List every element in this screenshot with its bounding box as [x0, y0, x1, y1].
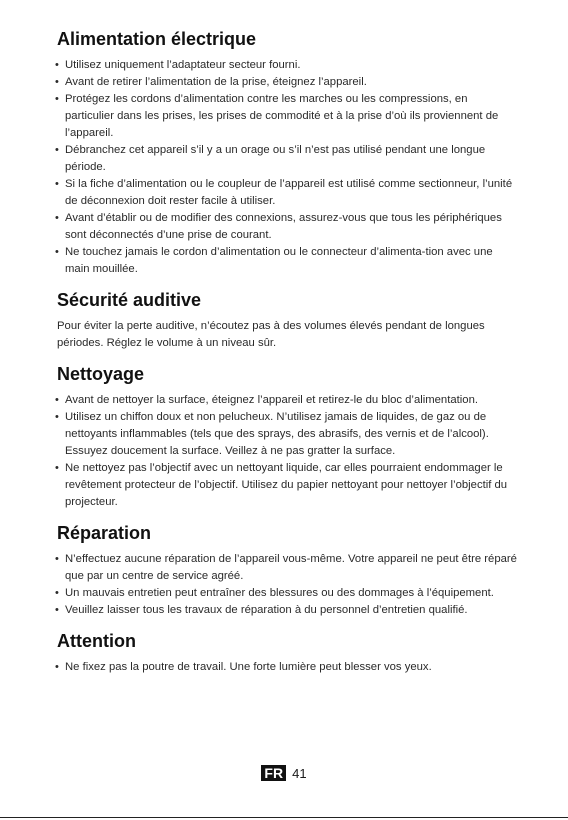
page-number: 41 — [292, 765, 307, 781]
list-item — [57, 74, 517, 91]
bullet-icon: • — [55, 462, 59, 474]
list-item — [57, 460, 517, 511]
document-body — [57, 28, 517, 687]
bullet-icon: • — [55, 411, 59, 423]
section-heading: Alimentation électrique — [57, 29, 257, 49]
list-item — [57, 210, 517, 244]
list-item — [57, 91, 517, 142]
bullet-icon: • — [55, 661, 59, 673]
list-item-text: Si la fiche d’alimentation ou le coupleur de l’appareil est utilisé comme sectionneur, l’unité de déconnexion doit rester facile à utiliser. — [65, 178, 513, 207]
section-heading: Réparation — [57, 523, 152, 543]
list-item-text: Veuillez laisser tous les travaux de réparation à du personnel d’entretien qualifié. — [65, 604, 468, 616]
bullet-list — [57, 392, 517, 511]
bullet-icon: • — [55, 246, 59, 258]
section-power-supply — [57, 28, 517, 278]
bullet-icon: • — [55, 587, 59, 599]
section-heading: Attention — [57, 631, 136, 651]
list-item — [57, 57, 517, 74]
bullet-list — [57, 551, 517, 619]
list-item — [57, 244, 517, 278]
bullet-icon: • — [55, 76, 59, 88]
bullet-icon: • — [55, 93, 59, 105]
bullet-icon: • — [55, 59, 59, 71]
bullet-list — [57, 659, 517, 676]
list-item-text: Avant d’établir ou de modifier des connexions, assurez-vous que tous les périphériques sont déconnectés d’une prise de courant. — [65, 212, 502, 241]
list-item-text: Un mauvais entretien peut entraîner des blessures ou des dommages à l’équipement. — [65, 587, 494, 599]
list-item-text: Avant de nettoyer la surface, éteignez l’appareil et retirez-le du bloc d’alimentation. — [65, 394, 478, 406]
list-item-text: Ne nettoyez pas l’objectif avec un nettoyant liquide, car elles pourraient endommager le revêtement protecteur de l’objectif. Utilisez du papier nettoyant pour nettoyer l’objectif du projecteur. — [65, 462, 508, 508]
list-item — [57, 659, 517, 676]
bullet-icon: • — [55, 178, 59, 190]
list-item — [57, 142, 517, 176]
section-repair — [57, 522, 517, 619]
page-footer — [0, 765, 568, 781]
section-heading: Nettoyage — [57, 364, 145, 384]
list-item-text: Débranchez cet appareil s’il y a un orage ou s’il n’est pas utilisé pendant une longue période. — [65, 144, 486, 173]
list-item-text: Ne touchez jamais le cordon d’alimentation ou le connecteur d’alimenta-tion avec une main mouillée. — [65, 246, 493, 275]
bullet-icon: • — [55, 144, 59, 156]
bottom-divider — [0, 817, 568, 818]
list-item-text: Utilisez un chiffon doux et non pelucheux. N’utilisez jamais de liquides, de gaz ou de nettoyants inflammables (tels que des sprays, des abrasifs, des vernis et de l’alcool). Essuyez doucement la surface. Veillez à ne pas gratter la surface. — [65, 411, 489, 457]
list-item — [57, 551, 517, 585]
list-item-text: Protégez les cordons d’alimentation contre les marches ou les compressions, en particulier dans les prises, les prises de commodité et à la prise d’où ils proviennent de l’appareil. — [65, 93, 499, 139]
list-item — [57, 409, 517, 460]
section-hearing-safety — [57, 289, 517, 352]
language-badge: FR — [261, 765, 286, 781]
list-item-text: Ne fixez pas la poutre de travail. Une forte lumière peut blesser vos yeux. — [65, 661, 432, 673]
bullet-icon: • — [55, 604, 59, 616]
list-item — [57, 602, 517, 619]
bullet-icon: • — [55, 212, 59, 224]
list-item-text: Utilisez uniquement l’adaptateur secteur fourni. — [65, 59, 301, 71]
bullet-icon: • — [55, 394, 59, 406]
section-paragraph: Pour éviter la perte auditive, n’écoutez pas à des volumes élevés pendant de longues périodes. Réglez le volume à un niveau sûr. — [57, 320, 485, 349]
section-heading: Sécurité auditive — [57, 290, 202, 310]
list-item — [57, 176, 517, 210]
bullet-list — [57, 57, 517, 278]
list-item — [57, 392, 517, 409]
list-item-text: Avant de retirer l’alimentation de la prise, éteignez l’appareil. — [65, 76, 367, 88]
list-item-text: N’effectuez aucune réparation de l’appareil vous-même. Votre appareil ne peut être réparé que par un centre de service agréé. — [65, 553, 517, 582]
section-caution — [57, 630, 517, 676]
section-cleaning — [57, 363, 517, 511]
bullet-icon: • — [55, 553, 59, 565]
list-item — [57, 585, 517, 602]
